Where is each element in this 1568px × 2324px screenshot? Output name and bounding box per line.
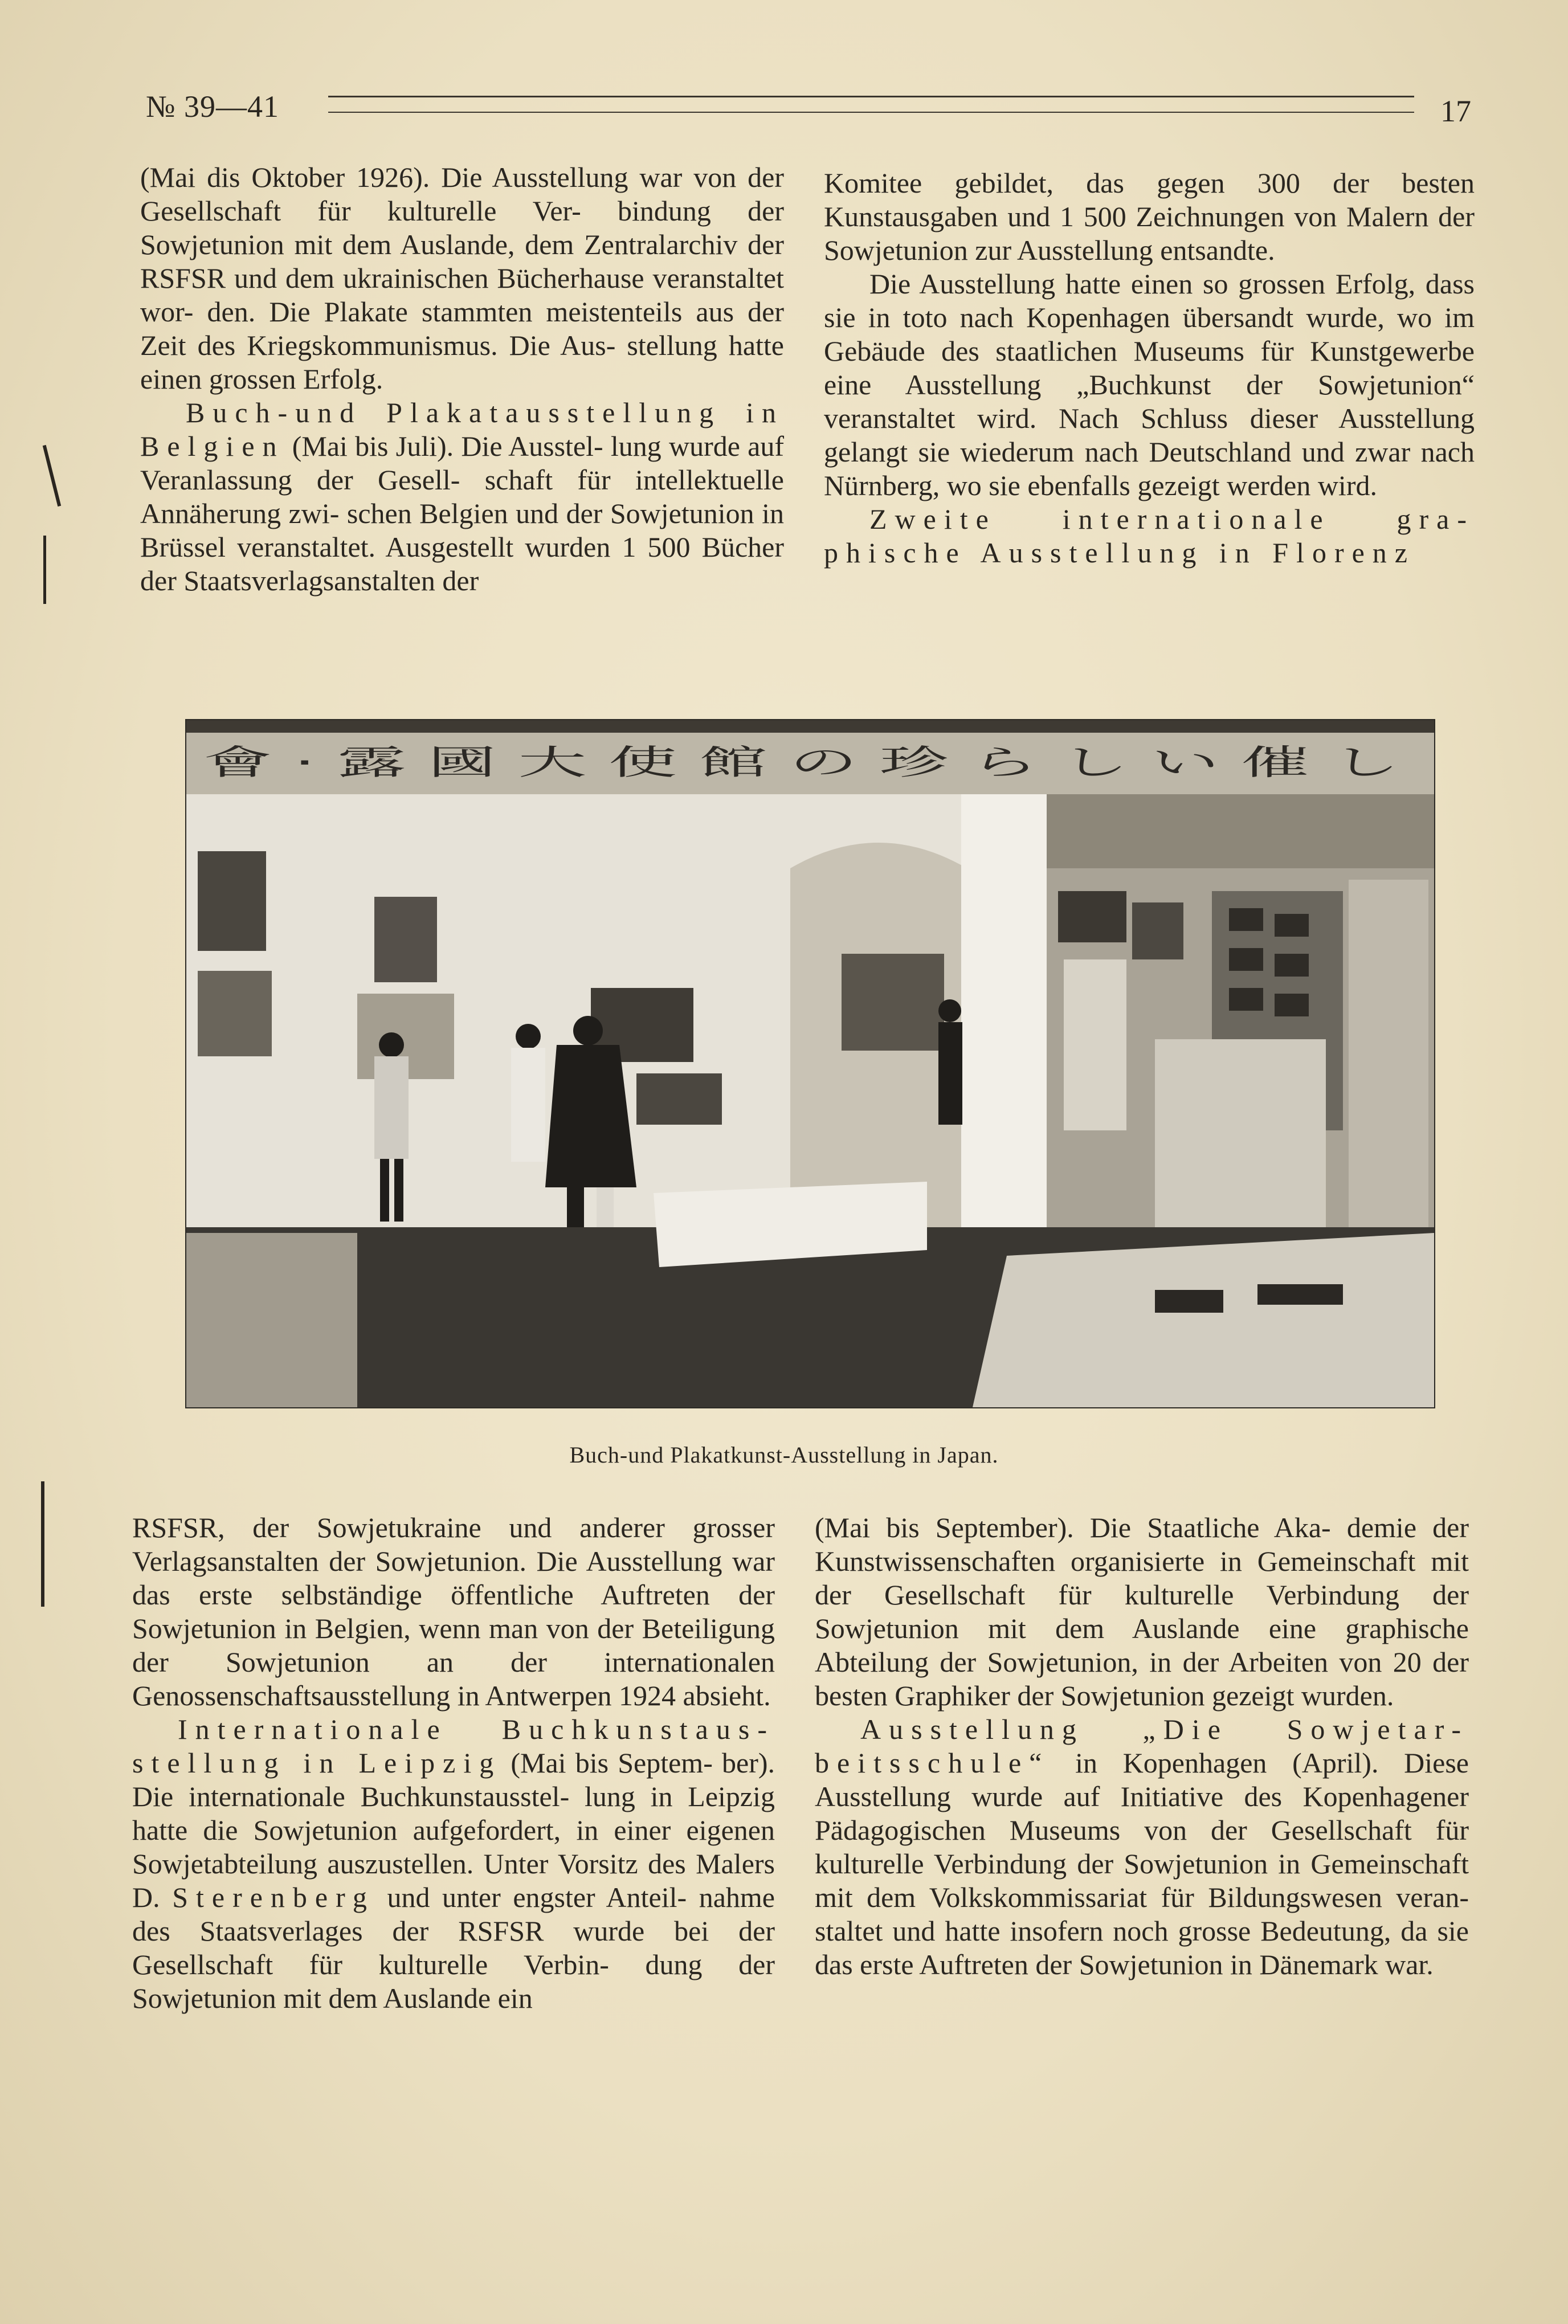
photo-illustration <box>186 720 1434 1407</box>
framed-picture <box>842 954 944 1051</box>
photo-caption: Buch-und Plakatkunst-Ausstellung in Japan. <box>569 1442 999 1468</box>
page-header <box>134 85 1471 131</box>
paragraph-text: und unter engster Anteil- nahme des Staatsverlages der RSFSR wurde bei der Gesellschaft für kulturelle Verbin- dung der Sowjetunion mit dem Auslande ein <box>132 1881 775 2014</box>
framed-picture <box>198 971 272 1056</box>
paragraph-text: in Kopenhagen (April). Diese Ausstellung wurde auf Initiative des Kopenhagener Pädagogischen Museums von der Gesellschaft für kulturelle Verbindung der Sowjetunion in Gemeinschaft mit dem Volkskommissariat für Bildungswesen veran- staltet und hatte insofern noch grosse Bedeutung, da sie das erste Auftreten der Sowjetunion in Dänemark war. <box>815 1747 1469 1980</box>
header-rule <box>328 96 1414 97</box>
section-heading-arbeitsschule: Ausstellung „Die Sowjetar- beitsschule“ <box>815 1713 1469 1779</box>
margin-mark-upper-2 <box>43 536 46 604</box>
section-heading-belgium: Buch-und Plakatausstellung in Belgien <box>140 397 784 462</box>
issue-number: № 39—41 <box>146 89 280 124</box>
paragraph: (Mai bis September). Die Staatliche Aka- demie der Kunstwissenschaften organisierte in Gemeinschaft mit der Gesellschaft für kulturelle Verbindung der Sowjetunion mit dem Auslande eine graphische Abteilung der Sowjetunion, in der Arbeiten von 20 der besten Graphiker der Sowjetunion gezeigt wurden. <box>815 1512 1469 1712</box>
paragraph: (Mai dis Oktober 1926). Die Ausstellung war von der Gesellschaft für kulturelle Ver- bindung der Sowjetunion mit dem Auslande, dem Zentralarchiv der RSFSR und dem ukrainischen Bücherhause veranstaltet wor- den. Die Plakate stammten meistenteils aus der Zeit des Kriegskommunismus. Die Aus- stellung hatte einen grossen Erfolg. <box>140 161 784 395</box>
framed-picture <box>198 851 266 951</box>
paragraph <box>815 1713 1469 1982</box>
column-bottom-left <box>132 1511 775 2015</box>
paragraph-text: (Mai bis Juli). Die Ausstel- lung wurde auf Veranlassung der Gesell- schaft für intellektuelle Annäherung zwi- schen Belgien und der Sowjetunion in Brüssel veranstaltet. Ausgestellt wurden 1 500 Bücher der Staatsverlagsanstalten der <box>140 430 784 597</box>
display-table <box>973 1233 1434 1407</box>
column-bottom-right <box>815 1511 1469 1982</box>
exhibition-photo <box>185 719 1435 1408</box>
poster-board <box>636 1073 722 1125</box>
paragraph: Die Ausstellung hatte einen so grossen Erfolg, dass sie in toto nach Kopenhagen übersandt wurde, wo im Gebäude des staatlichen Museums für Kunstgewerbe eine Ausstellung „Buchkunst der Sowjetunion“ veranstaltet wird. Nach Schluss dieser Ausstellung gelangt sie wiederum nach Deutschland und zwar nach Nürnberg, wo sie ebenfalls gezeigt werden wird. <box>824 268 1475 501</box>
paragraph <box>132 1713 775 2015</box>
header-rule <box>328 112 1414 113</box>
framed-picture <box>374 897 437 982</box>
page-number: 17 <box>1440 94 1471 128</box>
banner-text: 會 · 露 國 大 使 館 の 珍 ら し い 催 し <box>203 743 1400 783</box>
paragraph <box>824 503 1475 570</box>
column-top-right <box>824 166 1475 570</box>
paragraph-text: (Mai bis Septem- ber). Die internationale Buchkunstausstel- lung in Leipzig hatte die Sowjetunion aufgefordert, in einer eigenen Sowjetabteilung auszustellen. Unter Vorsitz des Malers D. <box>132 1747 775 1913</box>
margin-mark-lower <box>41 1481 44 1607</box>
paragraph: Komitee gebildet, das gegen 300 der besten Kunstausgaben und 1 500 Zeichnungen von Malern der Sowjetunion zur Ausstellung entsandte. <box>824 167 1475 266</box>
section-heading-leipzig: Internationale Buchkunstaus- stellung in Leipzig <box>132 1713 775 1779</box>
person-name: Sterenberg <box>172 1881 375 1913</box>
column-top-left <box>140 161 784 598</box>
paragraph: RSFSR, der Sowjetukraine und anderer grosser Verlagsanstalten der Sowjetunion. Die Ausstellung war das erste selbständige öffentliche Auftreten der Sowjetunion in Belgien, wenn man von der Beteiligung der Sowjetunion an der internationalen Genossenschaftsausstellung in Antwerpen 1924 absieht. <box>132 1512 775 1712</box>
paragraph <box>140 396 784 598</box>
section-heading-florenz: Zweite internationale gra- phische Ausstellung in Florenz <box>824 503 1475 569</box>
